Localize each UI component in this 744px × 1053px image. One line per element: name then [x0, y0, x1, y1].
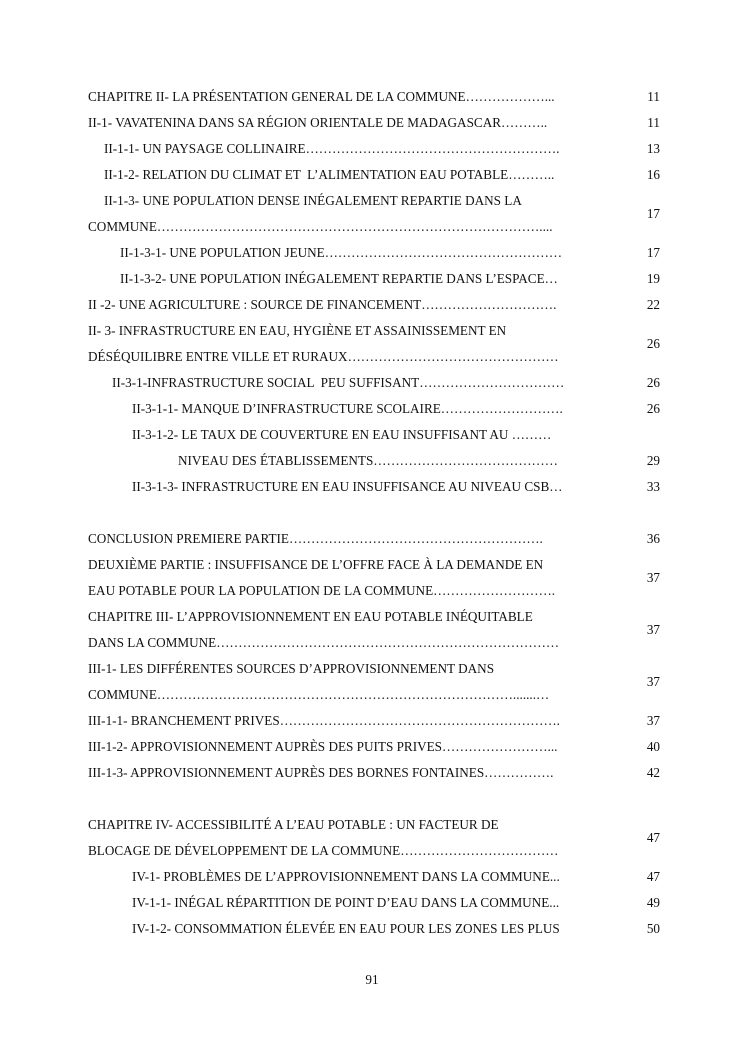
toc-entry-page: 42: [646, 765, 660, 780]
toc-entry-page: 16: [646, 167, 660, 182]
toc-entry: [88, 292, 660, 318]
toc-entry-page: 47: [646, 830, 660, 845]
toc-entry-line: II-3-1-2- LE TAUX DE COUVERTURE EN EAU INSUFFISANT AU ………: [132, 427, 552, 442]
toc-entry-title: [88, 318, 630, 370]
toc-entry-line: IV-1- PROBLÈMES DE L’APPROVISIONNEMENT DANS LA COMMUNE...: [132, 869, 560, 884]
toc-entry-page: 17: [646, 206, 660, 221]
toc-entry-line: III-1-3- APPROVISIONNEMENT AUPRÈS DES BORNES FONTAINES…………….: [88, 765, 554, 780]
toc-entry-title: [88, 448, 630, 474]
toc-entry-title: [88, 370, 630, 396]
toc-entry: [88, 890, 660, 916]
toc-entry-title: [88, 162, 630, 188]
toc-entry-title: [88, 474, 630, 500]
toc-entry-page: 37: [646, 570, 660, 585]
toc-entry-title: [88, 396, 630, 422]
toc-entry: [88, 604, 660, 656]
toc-entry-title: [88, 812, 630, 864]
toc-entry: [88, 734, 660, 760]
toc-entry-page: 19: [646, 271, 660, 286]
toc-entry-line: II-1-3-2- UNE POPULATION INÉGALEMENT REPARTIE DANS L’ESPACE…: [120, 271, 558, 286]
toc-entry-title: [88, 266, 630, 292]
section-gap: [88, 786, 660, 812]
page-number: 91: [365, 972, 379, 987]
table-of-contents: [88, 84, 660, 942]
toc-entry-line: NIVEAU DES ÉTABLISSEMENTS……………………………………: [178, 453, 558, 468]
toc-entry-title: [88, 890, 630, 916]
toc-entry: [88, 474, 660, 500]
toc-entry-title: [88, 526, 630, 552]
toc-entry: [88, 708, 660, 734]
toc-entry-line: CHAPITRE III- L’APPROVISIONNEMENT EN EAU POTABLE INÉQUITABLE: [88, 609, 533, 624]
toc-entry: [88, 240, 660, 266]
toc-entry-line: COMMUNE……………………………………………………………………….......…: [88, 687, 550, 702]
toc-entry-title: [88, 292, 630, 318]
toc-entry-line: COMMUNE……………………………………………………………………………....: [88, 219, 553, 234]
toc-entry-line: DÉSÉQUILIBRE ENTRE VILLE ET RURAUX…………………………………………: [88, 349, 559, 364]
toc-entry-title: [88, 136, 630, 162]
toc-entry-line: II -2- UNE AGRICULTURE : SOURCE DE FINANCEMENT………………………….: [88, 297, 557, 312]
toc-entry-page: 26: [646, 401, 660, 416]
toc-entry-title: [88, 552, 630, 604]
toc-entry-line: II-1-1- UN PAYSAGE COLLINAIRE………………………………………………….: [104, 141, 560, 156]
toc-entry: [88, 84, 660, 110]
toc-entry-line: CHAPITRE II- LA PRÉSENTATION GENERAL DE LA COMMUNE………………...: [88, 89, 555, 104]
toc-entry-line: DEUXIÈME PARTIE : INSUFFISANCE DE L’OFFRE FACE À LA DEMANDE EN: [88, 557, 544, 572]
toc-entry-line: BLOCAGE DE DÉVELOPPEMENT DE LA COMMUNE………………………………: [88, 843, 559, 858]
toc-entry-page: 37: [646, 713, 660, 728]
toc-entry-page: 17: [646, 245, 660, 260]
toc-entry: [88, 110, 660, 136]
toc-entry: [88, 370, 660, 396]
toc-entry-title: [88, 604, 630, 656]
toc-entry-line: II-3-1-INFRASTRUCTURE SOCIAL PEU SUFFISANT……………………………: [112, 375, 565, 390]
toc-entry-page: 11: [647, 115, 660, 130]
toc-entry: [88, 656, 660, 708]
toc-entry-line: DANS LA COMMUNE……………………………………………………………………: [88, 635, 560, 650]
toc-entry-line: III-1- LES DIFFÉRENTES SOURCES D’APPROVISIONNEMENT DANS: [88, 661, 495, 676]
toc-entry-title: [88, 916, 630, 942]
toc-entry-page: 49: [646, 895, 660, 910]
section-gap: [88, 500, 660, 526]
toc-entry-title: [88, 240, 630, 266]
toc-entry: [88, 318, 660, 370]
toc-entry-page: 13: [646, 141, 660, 156]
toc-entry-title: [88, 708, 630, 734]
toc-entry-title: [88, 422, 630, 448]
toc-entry-title: [88, 110, 630, 136]
toc-entry-line: II-1- VAVATENINA DANS SA RÉGION ORIENTALE DE MADAGASCAR………..: [88, 115, 548, 130]
toc-entry-page: 47: [646, 869, 660, 884]
toc-entry: [88, 396, 660, 422]
toc-entry-line: II-1-2- RELATION DU CLIMAT ET L’ALIMENTATION EAU POTABLE………..: [104, 167, 555, 182]
toc-entry: [88, 136, 660, 162]
toc-entry: [88, 162, 660, 188]
toc-entry-page: 40: [646, 739, 660, 754]
toc-entry-title: [88, 864, 630, 890]
toc-entry-line: III-1-2- APPROVISIONNEMENT AUPRÈS DES PUITS PRIVES……………………...: [88, 739, 558, 754]
toc-entry-title: [88, 734, 630, 760]
toc-entry-line: II- 3- INFRASTRUCTURE EN EAU, HYGIÈNE ET ASSAINISSEMENT EN: [88, 323, 507, 338]
toc-entry-line: II-1-3- UNE POPULATION DENSE INÉGALEMENT REPARTIE DANS LA: [104, 193, 522, 208]
toc-entry-page: 22: [646, 297, 660, 312]
toc-entry-line: EAU POTABLE POUR LA POPULATION DE LA COMMUNE……………………….: [88, 583, 556, 598]
toc-entry-title: [88, 656, 630, 708]
toc-entry-line: CHAPITRE IV- ACCESSIBILITÉ A L’EAU POTABLE : UN FACTEUR DE: [88, 817, 499, 832]
toc-entry-line: II-3-1-3- INFRASTRUCTURE EN EAU INSUFFISANCE AU NIVEAU CSB…: [132, 479, 563, 494]
toc-entry: [88, 760, 660, 786]
toc-entry-page: 11: [647, 89, 660, 104]
toc-entry: [88, 526, 660, 552]
toc-entry-page: 37: [646, 622, 660, 637]
toc-entry-line: II-1-3-1- UNE POPULATION JEUNE………………………………………………: [120, 245, 563, 260]
toc-entry-page: 50: [646, 921, 660, 936]
toc-entry-line: III-1-1- BRANCHEMENT PRIVES……………………………………………………….: [88, 713, 560, 728]
toc-entry: [88, 864, 660, 890]
toc-entry-line: II-3-1-1- MANQUE D’INFRASTRUCTURE SCOLAIRE……………………….: [132, 401, 563, 416]
toc-entry-page: 29: [646, 453, 660, 468]
toc-entry-line: IV-1-2- CONSOMMATION ÉLEVÉE EN EAU POUR LES ZONES LES PLUS: [132, 921, 560, 936]
toc-entry: [88, 422, 660, 448]
toc-entry: [88, 812, 660, 864]
toc-entry: [88, 916, 660, 942]
toc-entry-title: [88, 188, 630, 240]
toc-entry: [88, 188, 660, 240]
toc-entry-page: 37: [646, 674, 660, 689]
toc-entry-page: 36: [646, 531, 660, 546]
toc-entry-page: 33: [646, 479, 660, 494]
toc-entry: [88, 448, 660, 474]
toc-entry-line: IV-1-1- INÉGAL RÉPARTITION DE POINT D’EAU DANS LA COMMUNE...: [132, 895, 560, 910]
toc-entry: [88, 552, 660, 604]
toc-entry-title: [88, 760, 630, 786]
toc-entry-line: CONCLUSION PREMIERE PARTIE………………………………………………….: [88, 531, 543, 546]
toc-entry: [88, 266, 660, 292]
toc-entry-page: 26: [646, 375, 660, 390]
toc-entry-page: 26: [646, 336, 660, 351]
toc-entry-title: [88, 84, 630, 110]
